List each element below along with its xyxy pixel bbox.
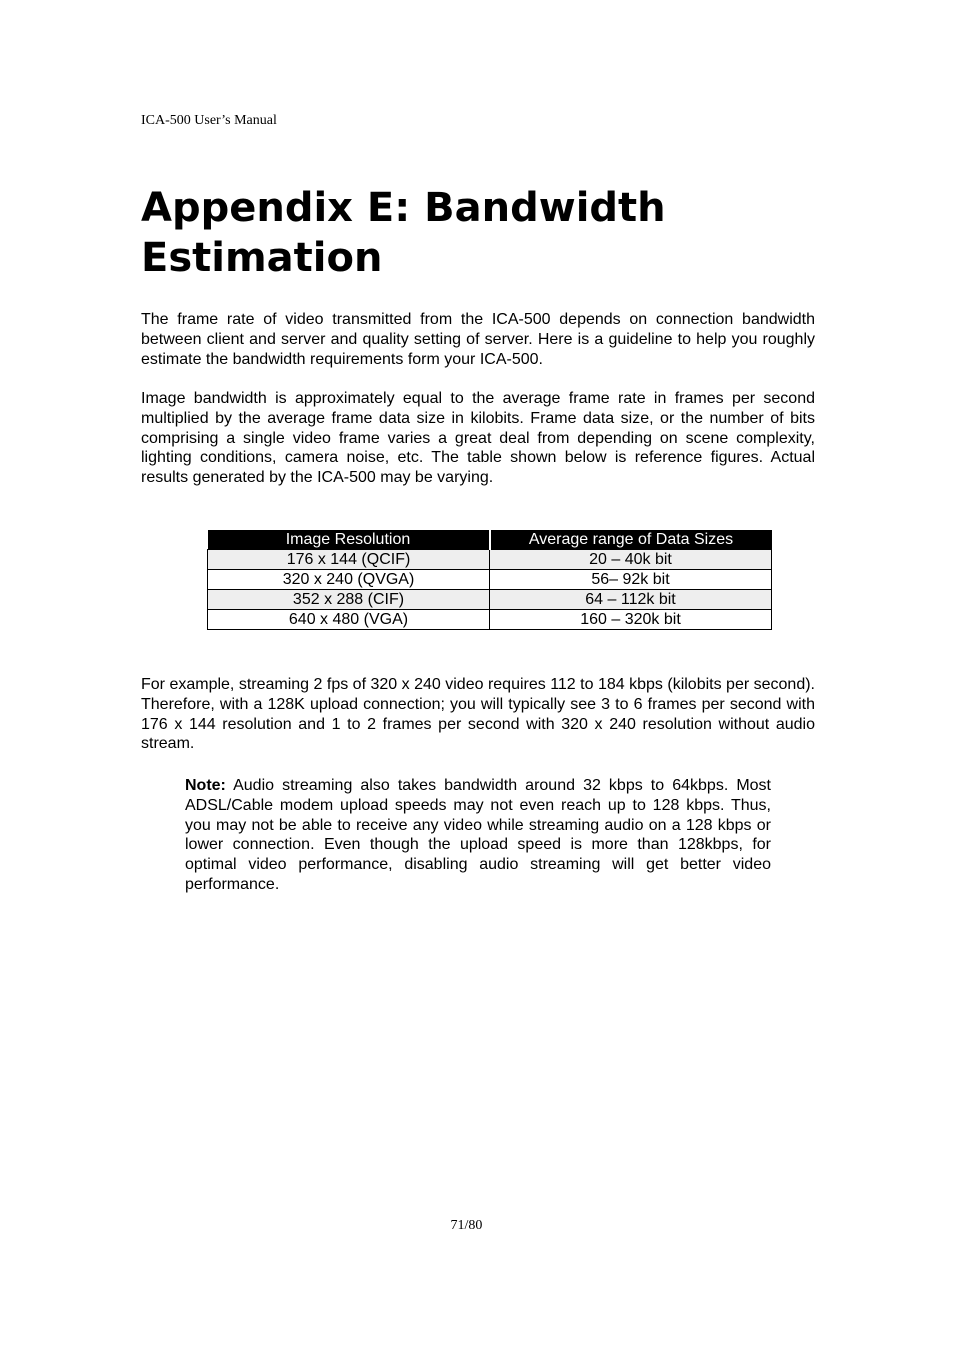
table-cell: 352 x 288 (CIF)	[208, 590, 490, 610]
table-cell: 160 – 320k bit	[490, 610, 772, 630]
running-header: ICA-500 User’s Manual	[141, 113, 277, 128]
table-row	[208, 570, 772, 590]
title-line-1: Appendix E: Bandwidth	[141, 185, 666, 231]
example-paragraph: For example, streaming 2 fps of 320 x 240 video requires 112 to 184 kbps (kilobits per second). Therefore, with a 128K upload connection; you will typically see 3 to 6 frames per second with 176 x 144 resolution and 1 to 2 frames per second with 320 x 240 resolution without audio stream.	[141, 676, 815, 753]
table-cell: 640 x 480 (VGA)	[208, 610, 490, 630]
table-row	[208, 590, 772, 610]
table-cell: 56– 92k bit	[490, 570, 772, 590]
table-cell: 176 x 144 (QCIF)	[208, 550, 490, 570]
table-row	[208, 550, 772, 570]
page-title	[141, 183, 821, 283]
page-number: 71/80	[450, 1218, 483, 1233]
note-block	[185, 776, 771, 895]
column-header-resolution: Image Resolution	[208, 530, 490, 550]
table-cell: 20 – 40k bit	[490, 550, 772, 570]
data-size-table	[207, 530, 772, 630]
note-text: Audio streaming also takes bandwidth around 32 kbps to 64kbps. Most ADSL/Cable modem upload speeds may not even reach up to 128 kbps. Thus, you may not be able to receive any video while streaming audio on a 128 kbps or lower connection. Even though the upload speed is more than 128kbps, for optimal video performance, disabling audio streaming will get better video performance.	[185, 777, 772, 893]
table-header-row	[208, 530, 772, 550]
table-cell: 64 – 112k bit	[490, 590, 772, 610]
note-label: Note:	[185, 777, 226, 794]
table-cell: 320 x 240 (QVGA)	[208, 570, 490, 590]
bandwidth-paragraph: Image bandwidth is approximately equal to the average frame rate in frames per second multiplied by the average frame data size in kilobits. Frame data size, or the number of bits comprising a single video frame varies a great deal from depending on scene complexity, lighting conditions, camera noise, etc. The table shown below is reference figures. Actual results generated by the ICA-500 may be varying.	[141, 390, 815, 487]
table-row	[208, 610, 772, 630]
intro-paragraph: The frame rate of video transmitted from the ICA-500 depends on connection bandwidth between client and server and quality setting of server. Here is a guideline to help you roughly estimate the bandwidth requirements form your ICA-500.	[141, 311, 815, 368]
column-header-data-sizes: Average range of Data Sizes	[490, 530, 772, 550]
title-line-2: Estimation	[141, 235, 383, 281]
